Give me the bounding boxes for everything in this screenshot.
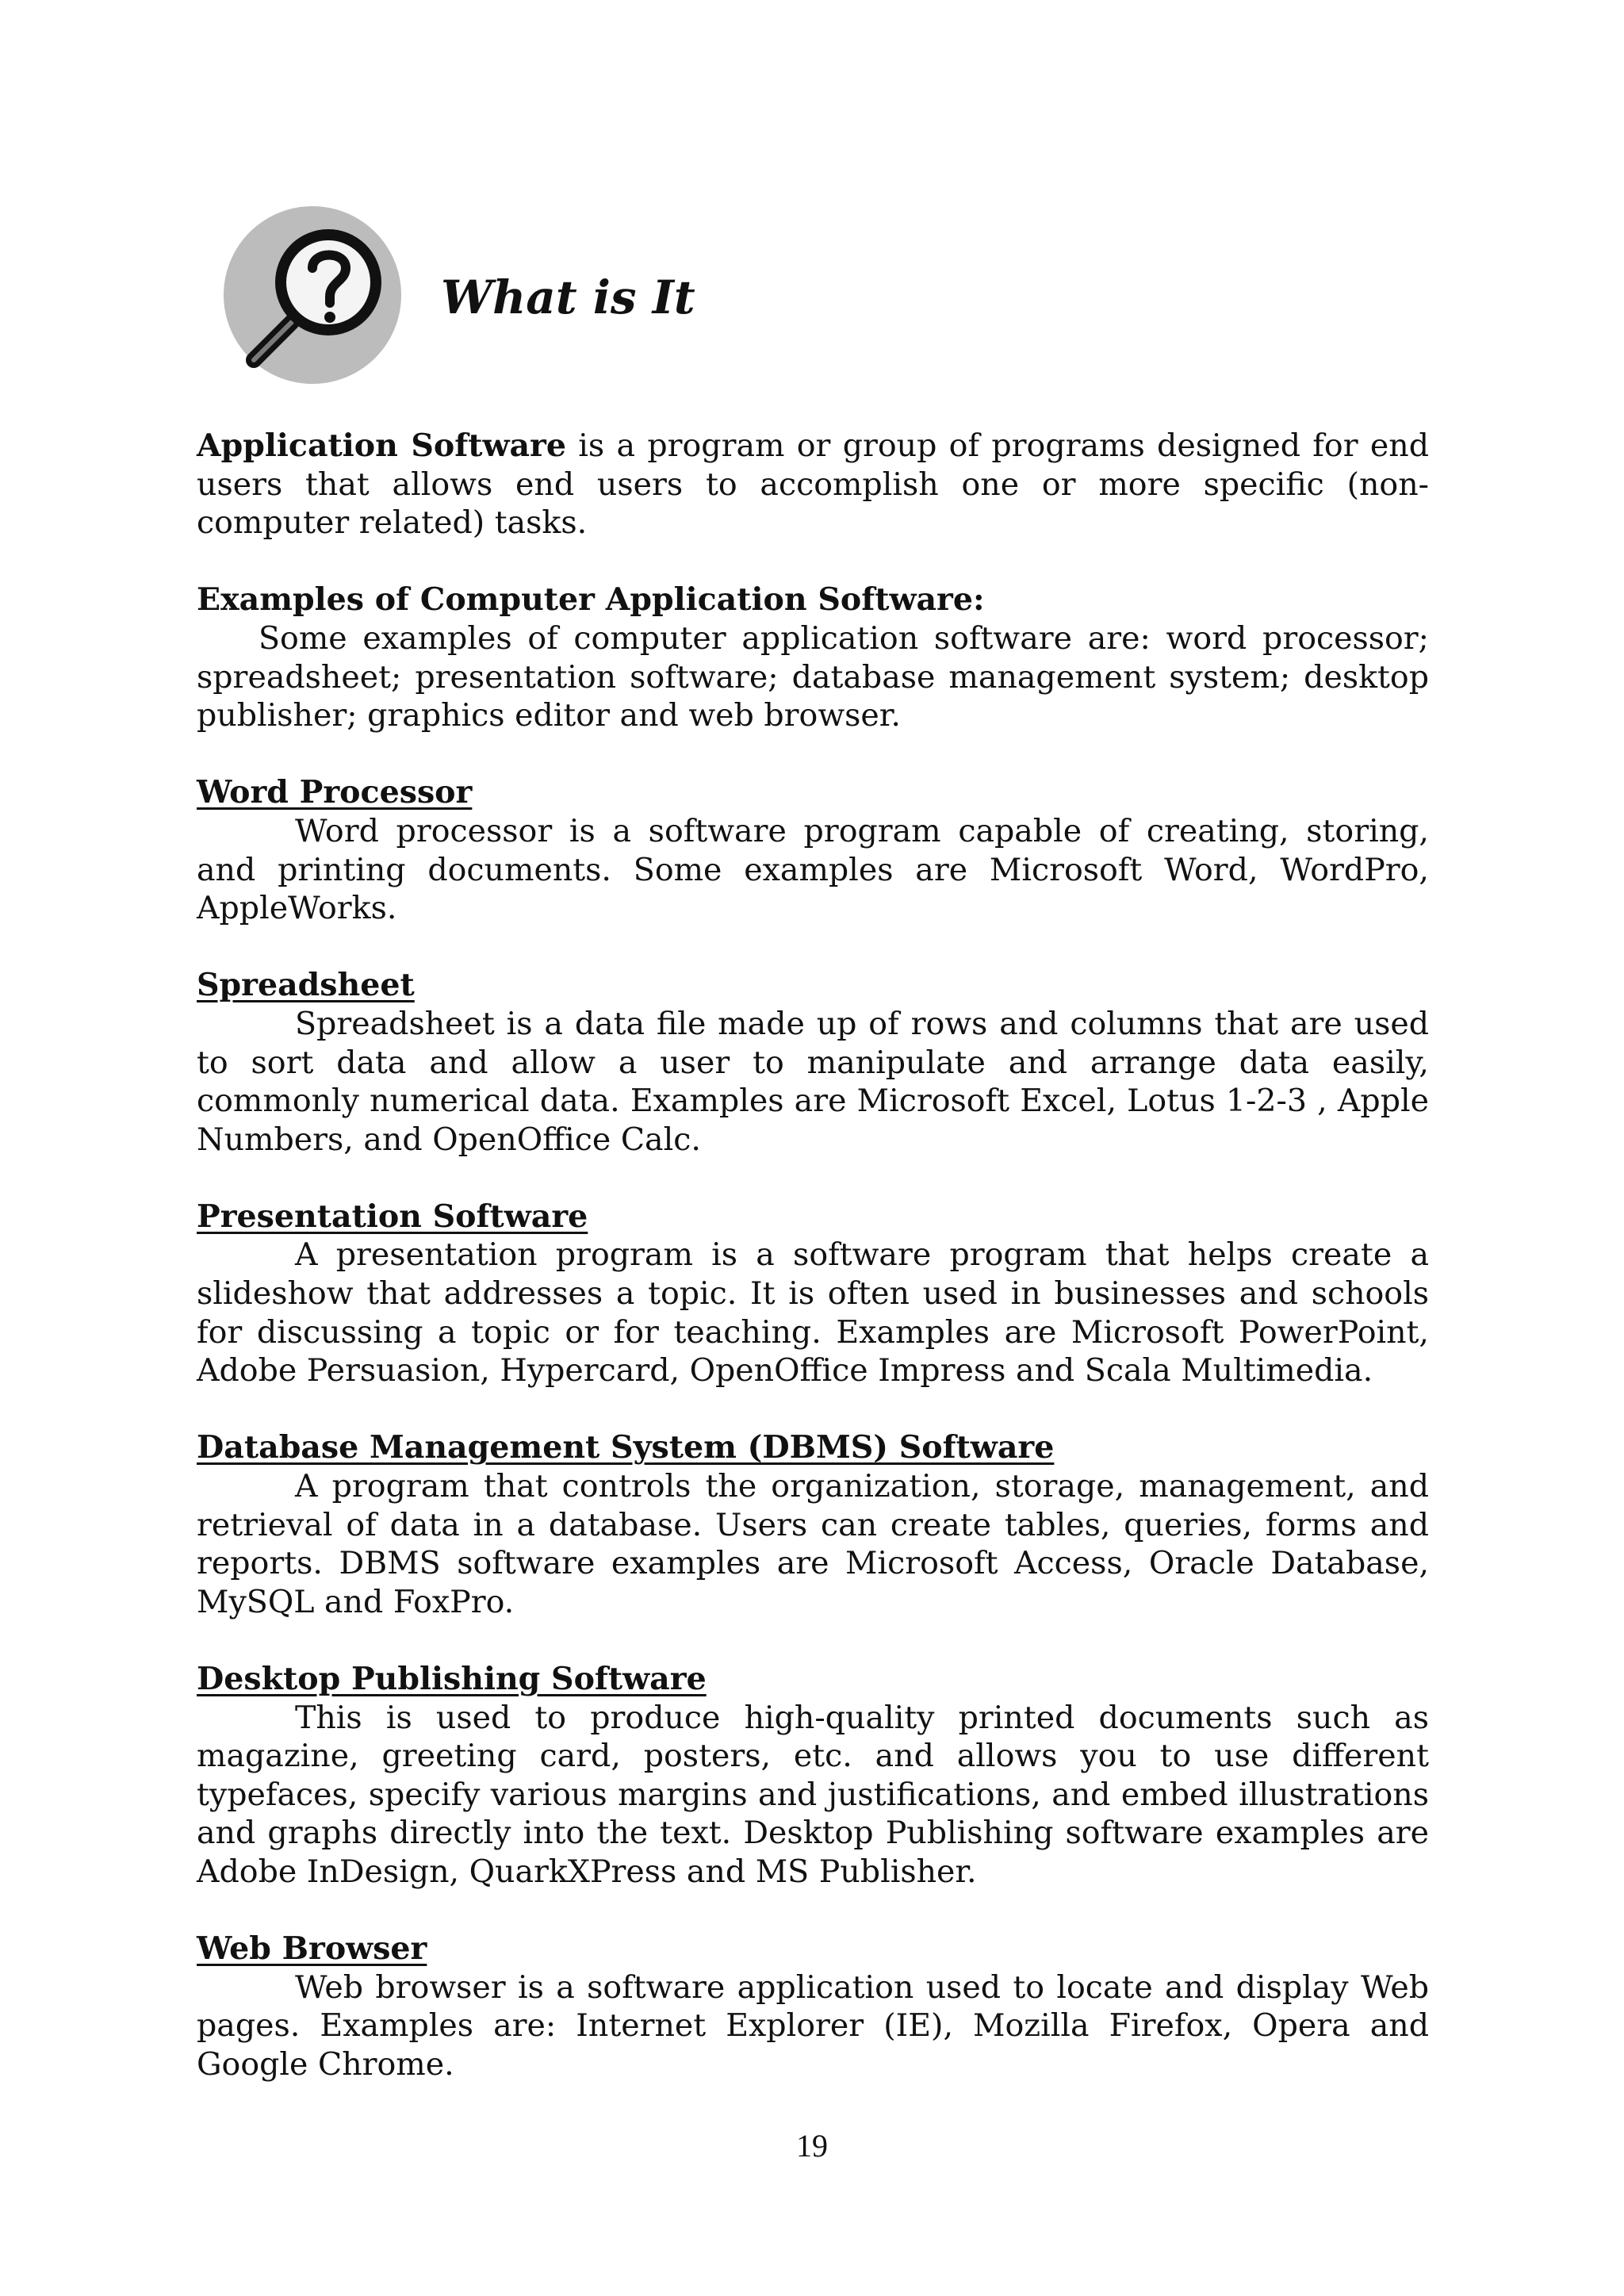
dbms-software-section	[197, 1428, 1429, 1621]
section-header	[222, 205, 695, 385]
document-body	[197, 427, 1429, 2122]
intro-term: Application Software	[197, 427, 566, 464]
intro-text: is a program or group of programs designed for end users that allows end users to accomplish one or more specific (non-computer related) tasks.	[197, 427, 1429, 542]
word-processor-section	[197, 773, 1429, 927]
section-heading: Desktop Publishing Software	[197, 1661, 707, 1697]
section-text: A presentation program is a software program that helps create a slideshow that addresses a topic. It is often used in businesses and schools for discussing a topic or for teaching. Examples are Microsoft PowerPoint, Adobe Persuasion, Hypercard, OpenOffice Impress and Scala Multimedia.	[197, 1236, 1429, 1389]
section-text: Word processor is a software program capable of creating, storing, and printing documents. Some examples are Microsoft Word, WordPro, AppleWorks.	[197, 812, 1429, 927]
intro-paragraph	[197, 427, 1429, 542]
section-heading: Web Browser	[197, 1930, 427, 1968]
section-heading: Word Processor	[197, 774, 473, 811]
section-text: A program that controls the organization, storage, management, and retrieval of data in a database. Users can create tables, queries, forms and reports. DBMS software examples are Microsoft Access, Oracle Database, MySQL and FoxPro.	[197, 1468, 1429, 1620]
section-heading: Presentation Software	[197, 1198, 588, 1235]
page-number: 19	[796, 2128, 828, 2164]
desktop-publishing-section	[197, 1660, 1429, 1892]
examples-text: Some examples of computer application software are: word processor; spreadsheet; presentation software; database management system; desktop publisher; graphics editor and web browser.	[197, 619, 1429, 734]
magnifier-question-icon	[222, 205, 403, 385]
spreadsheet-section	[197, 966, 1429, 1159]
section-text: This is used to produce high-quality printed documents such as magazine, greeting card, posters, etc. and allows you to use different typefaces, specify various margins and justifications, and embed illustrations and graphs directly into the text. Desktop Publishing software examples are Adobe InDesign, QuarkXPress and MS Publisher.	[197, 1699, 1429, 1890]
examples-section	[197, 581, 1429, 734]
section-text: Web browser is a software application used to locate and display Web pages. Examples are: Internet Explorer (IE), Mozilla Firefox, Opera and Google Chrome.	[197, 1968, 1429, 2083]
section-heading: Spreadsheet	[197, 967, 415, 1004]
section-heading: Database Management System (DBMS) Software	[197, 1429, 1055, 1466]
page-title: What is It	[441, 270, 695, 324]
presentation-software-section	[197, 1198, 1429, 1390]
web-browser-section	[197, 1930, 1429, 2083]
section-text: Spreadsheet is a data file made up of rows and columns that are used to sort data and allow a user to manipulate and arrange data easily, commonly numerical data. Examples are Microsoft Excel, Lotus 1-2-3 , Apple Numbers, and OpenOffice Calc.	[197, 1005, 1429, 1158]
examples-heading: Examples of Computer Application Software:	[197, 581, 985, 619]
